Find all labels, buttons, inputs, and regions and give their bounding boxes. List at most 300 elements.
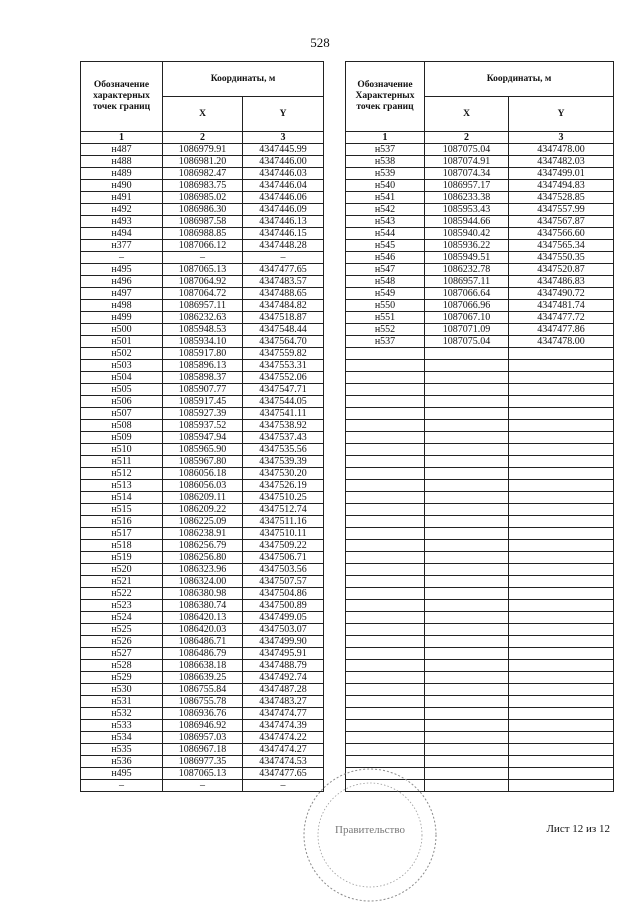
coord-x: 1086982.47 xyxy=(163,168,243,180)
coord-y: 4347511.16 xyxy=(243,516,324,528)
coord-x: 1086967.18 xyxy=(163,744,243,756)
column-gap xyxy=(324,300,346,312)
column-gap xyxy=(324,468,346,480)
col-number-1: 1 xyxy=(81,132,163,144)
coord-y: 4347526.19 xyxy=(243,480,324,492)
coord-y: 4347448.28 xyxy=(243,240,324,252)
point-id-right xyxy=(346,672,425,684)
coord-x: 1086936.76 xyxy=(163,708,243,720)
point-id-right: н540 xyxy=(346,180,425,192)
table-row xyxy=(81,612,614,624)
point-id-right xyxy=(346,372,425,384)
table-row xyxy=(81,660,614,672)
table-row xyxy=(81,216,614,228)
coord-x-right xyxy=(425,576,509,588)
point-id-right: н549 xyxy=(346,288,425,300)
point-id: н512 xyxy=(81,468,163,480)
coord-y-right: 4347567.87 xyxy=(509,216,614,228)
coord-x: 1085937.52 xyxy=(163,420,243,432)
sheet-footer: Лист 12 из 12 xyxy=(546,823,610,835)
table-row xyxy=(81,552,614,564)
coord-x: 1086209.22 xyxy=(163,504,243,516)
coord-y: 4347510.25 xyxy=(243,492,324,504)
coord-y: 4347446.09 xyxy=(243,204,324,216)
coord-x-right xyxy=(425,528,509,540)
point-id: н489 xyxy=(81,168,163,180)
coord-x: 1086946.92 xyxy=(163,720,243,732)
point-id-right xyxy=(346,444,425,456)
coord-y: 4347537.43 xyxy=(243,432,324,444)
point-id-right xyxy=(346,528,425,540)
coord-y-right xyxy=(509,420,614,432)
column-gap xyxy=(324,720,346,732)
table-row xyxy=(81,336,614,348)
coord-x: 1086486.79 xyxy=(163,648,243,660)
coord-x: 1086056.18 xyxy=(163,468,243,480)
coord-x: 1085947.94 xyxy=(163,432,243,444)
coord-x-right: 1087074.91 xyxy=(425,156,509,168)
column-gap xyxy=(324,276,346,288)
coord-y: – xyxy=(243,780,324,792)
point-id-right xyxy=(346,348,425,360)
column-gap xyxy=(324,480,346,492)
coord-x-right xyxy=(425,468,509,480)
table-row xyxy=(81,264,614,276)
point-id: н496 xyxy=(81,276,163,288)
coord-x: – xyxy=(163,780,243,792)
column-gap xyxy=(324,744,346,756)
point-id-right: н551 xyxy=(346,312,425,324)
column-gap xyxy=(324,228,346,240)
coord-y-right xyxy=(509,540,614,552)
point-id-right xyxy=(346,540,425,552)
coord-x: 1085896.13 xyxy=(163,360,243,372)
table-row xyxy=(81,636,614,648)
coord-y-right xyxy=(509,576,614,588)
coord-x: 1086987.58 xyxy=(163,216,243,228)
point-id: н500 xyxy=(81,324,163,336)
table-row xyxy=(81,204,614,216)
column-gap xyxy=(324,396,346,408)
coord-x: 1087065.13 xyxy=(163,264,243,276)
coord-y: 4347509.22 xyxy=(243,540,324,552)
coord-x-right xyxy=(425,348,509,360)
coord-y: 4347499.05 xyxy=(243,612,324,624)
point-id-right xyxy=(346,612,425,624)
point-id: н515 xyxy=(81,504,163,516)
point-id: н533 xyxy=(81,720,163,732)
coord-y: 4347446.00 xyxy=(243,156,324,168)
coord-x-right: 1087071.09 xyxy=(425,324,509,336)
table-row xyxy=(81,192,614,204)
coord-y-right: 4347477.86 xyxy=(509,324,614,336)
point-id: н506 xyxy=(81,396,163,408)
column-gap xyxy=(324,192,346,204)
coord-x-right: 1085940.42 xyxy=(425,228,509,240)
point-id: – xyxy=(81,252,163,264)
coord-x: 1086979.91 xyxy=(163,144,243,156)
col-number-2-right: 2 xyxy=(425,132,509,144)
table-row xyxy=(81,576,614,588)
coord-x: 1087064.72 xyxy=(163,288,243,300)
coord-x: 1086380.74 xyxy=(163,600,243,612)
coord-y: 4347552.06 xyxy=(243,372,324,384)
coord-y: 4347559.82 xyxy=(243,348,324,360)
point-id: н513 xyxy=(81,480,163,492)
coord-y: 4347487.28 xyxy=(243,684,324,696)
coord-x-right xyxy=(425,456,509,468)
table-row xyxy=(81,456,614,468)
point-id: н527 xyxy=(81,648,163,660)
coord-x-right xyxy=(425,396,509,408)
column-gap xyxy=(324,708,346,720)
column-gap xyxy=(324,132,346,144)
coord-y: 4347510.11 xyxy=(243,528,324,540)
coord-y: 4347495.91 xyxy=(243,648,324,660)
point-id: н492 xyxy=(81,204,163,216)
point-id: н495 xyxy=(81,768,163,780)
table-row xyxy=(81,240,614,252)
coord-y-right xyxy=(509,648,614,660)
coord-x: 1086232.63 xyxy=(163,312,243,324)
table-row xyxy=(81,144,614,156)
coord-y-right xyxy=(509,480,614,492)
column-gap xyxy=(324,672,346,684)
point-id: н516 xyxy=(81,516,163,528)
point-id-right xyxy=(346,648,425,660)
column-gap xyxy=(324,444,346,456)
coord-y: 4347445.99 xyxy=(243,144,324,156)
coord-x-right: 1086957.11 xyxy=(425,276,509,288)
coord-y-right xyxy=(509,696,614,708)
coord-y: 4347535.56 xyxy=(243,444,324,456)
point-id: н494 xyxy=(81,228,163,240)
column-gap xyxy=(324,62,346,132)
point-id: н508 xyxy=(81,420,163,432)
table-row xyxy=(81,720,614,732)
point-id: н377 xyxy=(81,240,163,252)
table-row xyxy=(81,672,614,684)
column-gap xyxy=(324,240,346,252)
coord-x: 1085927.39 xyxy=(163,408,243,420)
coord-y: 4347474.77 xyxy=(243,708,324,720)
coord-x-right xyxy=(425,420,509,432)
coord-x-right xyxy=(425,600,509,612)
header-y-right: Y xyxy=(509,97,614,132)
coord-x-right xyxy=(425,684,509,696)
coord-y: 4347499.90 xyxy=(243,636,324,648)
col-number-3: 3 xyxy=(243,132,324,144)
column-gap xyxy=(324,408,346,420)
column-gap xyxy=(324,624,346,636)
table-row xyxy=(81,288,614,300)
point-id-right xyxy=(346,552,425,564)
column-gap xyxy=(324,168,346,180)
coord-y-right xyxy=(509,768,614,780)
point-id-right xyxy=(346,636,425,648)
coord-x-right: 1085936.22 xyxy=(425,240,509,252)
column-gap xyxy=(324,324,346,336)
coord-x: 1086420.03 xyxy=(163,624,243,636)
point-id-right xyxy=(346,384,425,396)
point-id-right: н538 xyxy=(346,156,425,168)
point-id-right xyxy=(346,396,425,408)
column-gap xyxy=(324,528,346,540)
column-gap xyxy=(324,696,346,708)
point-id: н490 xyxy=(81,180,163,192)
header-coordinates: Координаты, м xyxy=(163,62,324,97)
coord-x-right xyxy=(425,588,509,600)
coord-y-right xyxy=(509,564,614,576)
point-id-right: н550 xyxy=(346,300,425,312)
table-row xyxy=(81,540,614,552)
coord-x-right: 1087074.34 xyxy=(425,168,509,180)
column-gap xyxy=(324,504,346,516)
coord-y-right xyxy=(509,780,614,792)
point-id: н487 xyxy=(81,144,163,156)
coord-y: 4347503.56 xyxy=(243,564,324,576)
point-id: н510 xyxy=(81,444,163,456)
point-id: н498 xyxy=(81,300,163,312)
table-row xyxy=(81,156,614,168)
coord-x: 1085898.37 xyxy=(163,372,243,384)
coord-y: 4347446.04 xyxy=(243,180,324,192)
coord-y: 4347446.03 xyxy=(243,168,324,180)
coord-y-right: 4347565.34 xyxy=(509,240,614,252)
coord-x-right: 1086232.78 xyxy=(425,264,509,276)
coord-x-right: 1087066.64 xyxy=(425,288,509,300)
point-id: н504 xyxy=(81,372,163,384)
coord-x-right xyxy=(425,708,509,720)
coord-y-right: 4347528.85 xyxy=(509,192,614,204)
coord-x: 1085907.77 xyxy=(163,384,243,396)
coord-y: 4347474.53 xyxy=(243,756,324,768)
coord-y: 4347544.05 xyxy=(243,396,324,408)
coord-y-right: 4347494.83 xyxy=(509,180,614,192)
point-id-right: н552 xyxy=(346,324,425,336)
coord-y-right xyxy=(509,360,614,372)
table-row xyxy=(81,180,614,192)
coord-y: 4347484.82 xyxy=(243,300,324,312)
header-y: Y xyxy=(243,97,324,132)
table-row xyxy=(81,744,614,756)
point-id-right: н548 xyxy=(346,276,425,288)
point-id: н536 xyxy=(81,756,163,768)
coord-x-right xyxy=(425,360,509,372)
point-id: н495 xyxy=(81,264,163,276)
table-row xyxy=(81,276,614,288)
header-coordinates-right: Координаты, м xyxy=(425,62,614,97)
coord-y-right xyxy=(509,372,614,384)
coord-y-right: 4347481.74 xyxy=(509,300,614,312)
coord-x: 1086981.20 xyxy=(163,156,243,168)
coord-y-right xyxy=(509,624,614,636)
coord-x: 1086638.18 xyxy=(163,660,243,672)
point-id: н499 xyxy=(81,312,163,324)
coord-y: 4347538.92 xyxy=(243,420,324,432)
column-gap xyxy=(324,312,346,324)
column-gap xyxy=(324,156,346,168)
coord-y-right: 4347477.72 xyxy=(509,312,614,324)
coord-x: 1086977.35 xyxy=(163,756,243,768)
coord-x: 1085917.45 xyxy=(163,396,243,408)
coord-x-right: 1085944.66 xyxy=(425,216,509,228)
coord-x-right xyxy=(425,480,509,492)
seal-stamp xyxy=(300,765,440,910)
coord-y: 4347488.79 xyxy=(243,660,324,672)
table-row xyxy=(81,324,614,336)
point-id: н524 xyxy=(81,612,163,624)
point-id: н531 xyxy=(81,696,163,708)
col-number-1-right: 1 xyxy=(346,132,425,144)
coord-x: 1086983.75 xyxy=(163,180,243,192)
coord-y-right xyxy=(509,468,614,480)
coord-y-right xyxy=(509,492,614,504)
point-id-right xyxy=(346,600,425,612)
point-id-right xyxy=(346,624,425,636)
column-gap xyxy=(324,732,346,744)
table-row xyxy=(81,444,614,456)
coord-y-right xyxy=(509,528,614,540)
point-id: н528 xyxy=(81,660,163,672)
point-id-right xyxy=(346,408,425,420)
coord-x-right xyxy=(425,504,509,516)
coordinates-table xyxy=(80,61,614,792)
coord-x: 1086225.09 xyxy=(163,516,243,528)
table-row xyxy=(81,360,614,372)
coord-y-right xyxy=(509,504,614,516)
coord-y: – xyxy=(243,252,324,264)
table-row xyxy=(81,168,614,180)
coord-y: 4347512.74 xyxy=(243,504,324,516)
stamp-text: Правительство xyxy=(335,824,405,836)
coord-y-right xyxy=(509,708,614,720)
coord-x-right: 1087067.10 xyxy=(425,312,509,324)
coord-x-right xyxy=(425,432,509,444)
coord-x-right xyxy=(425,732,509,744)
coord-y-right: 4347486.83 xyxy=(509,276,614,288)
point-id: н522 xyxy=(81,588,163,600)
point-id-right: н543 xyxy=(346,216,425,228)
point-id: н526 xyxy=(81,636,163,648)
coord-x: – xyxy=(163,252,243,264)
coord-y-right xyxy=(509,732,614,744)
coord-y: 4347446.13 xyxy=(243,216,324,228)
coord-x: 1087064.92 xyxy=(163,276,243,288)
point-id-right xyxy=(346,480,425,492)
coord-y-right: 4347482.03 xyxy=(509,156,614,168)
coord-y: 4347500.89 xyxy=(243,600,324,612)
point-id: н501 xyxy=(81,336,163,348)
point-id: н517 xyxy=(81,528,163,540)
point-id: н511 xyxy=(81,456,163,468)
coord-y-right xyxy=(509,636,614,648)
coord-y-right xyxy=(509,588,614,600)
point-id-right xyxy=(346,696,425,708)
coord-y: 4347503.07 xyxy=(243,624,324,636)
coord-x-right xyxy=(425,372,509,384)
column-gap xyxy=(324,144,346,156)
coord-y: 4347507.57 xyxy=(243,576,324,588)
point-id-right xyxy=(346,588,425,600)
table-row xyxy=(81,348,614,360)
point-id: н529 xyxy=(81,672,163,684)
column-gap xyxy=(324,288,346,300)
column-gap xyxy=(324,588,346,600)
point-id: н503 xyxy=(81,360,163,372)
point-id-right: н541 xyxy=(346,192,425,204)
table-row xyxy=(81,312,614,324)
column-gap xyxy=(324,684,346,696)
table-row xyxy=(81,684,614,696)
coord-y-right: 4347499.01 xyxy=(509,168,614,180)
point-id-right xyxy=(346,684,425,696)
point-id-right: н546 xyxy=(346,252,425,264)
point-id-right xyxy=(346,720,425,732)
point-id: н519 xyxy=(81,552,163,564)
coord-y: 4347504.86 xyxy=(243,588,324,600)
table-row xyxy=(81,300,614,312)
column-gap xyxy=(324,252,346,264)
table-row xyxy=(81,564,614,576)
coord-x: 1085948.53 xyxy=(163,324,243,336)
coord-y: 4347530.20 xyxy=(243,468,324,480)
column-gap xyxy=(324,576,346,588)
coord-y: 4347492.74 xyxy=(243,672,324,684)
coord-y: 4347474.27 xyxy=(243,744,324,756)
point-id-right xyxy=(346,660,425,672)
coord-y-right xyxy=(509,756,614,768)
column-gap xyxy=(324,348,346,360)
point-id-right: н547 xyxy=(346,264,425,276)
coord-y: 4347477.65 xyxy=(243,768,324,780)
point-id-right xyxy=(346,468,425,480)
coord-x: 1085967.80 xyxy=(163,456,243,468)
coord-y-right: 4347520.87 xyxy=(509,264,614,276)
coord-y-right xyxy=(509,660,614,672)
table-row xyxy=(81,420,614,432)
col-number-3-right: 3 xyxy=(509,132,614,144)
coord-x-right: 1087066.96 xyxy=(425,300,509,312)
coord-x-right: 1087075.04 xyxy=(425,336,509,348)
coord-y: 4347548.44 xyxy=(243,324,324,336)
coord-y-right xyxy=(509,552,614,564)
column-gap xyxy=(324,264,346,276)
column-gap xyxy=(324,612,346,624)
header-x-right: X xyxy=(425,97,509,132)
column-gap xyxy=(324,540,346,552)
table-row xyxy=(81,228,614,240)
table-row xyxy=(81,708,614,720)
column-gap xyxy=(324,600,346,612)
table-row xyxy=(81,396,614,408)
table-row xyxy=(81,648,614,660)
coord-x: 1086755.78 xyxy=(163,696,243,708)
point-id: н535 xyxy=(81,744,163,756)
table-row xyxy=(81,528,614,540)
point-id-right: н545 xyxy=(346,240,425,252)
table-row xyxy=(81,624,614,636)
table-row xyxy=(81,252,614,264)
coord-y: 4347564.70 xyxy=(243,336,324,348)
coord-y-right xyxy=(509,612,614,624)
header-designation-right: Обозначение Характерных точек границ xyxy=(346,62,425,132)
point-id: н520 xyxy=(81,564,163,576)
coord-x: 1086324.00 xyxy=(163,576,243,588)
column-gap xyxy=(324,648,346,660)
point-id-right xyxy=(346,360,425,372)
column-gap xyxy=(324,564,346,576)
